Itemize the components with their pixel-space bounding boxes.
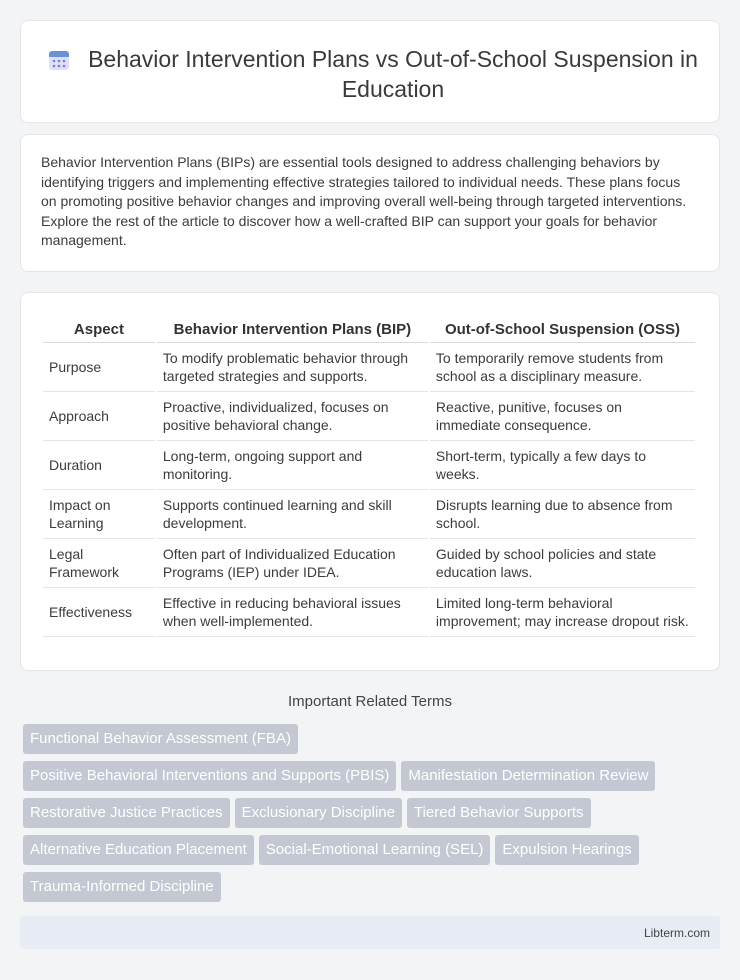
table-cell: Approach	[43, 392, 155, 441]
table-header-row	[43, 313, 695, 343]
table-cell: Limited long-term behavioral improvement; may increase dropout risk.	[430, 588, 695, 637]
table-cell: Effectiveness	[43, 588, 155, 637]
intro-card	[20, 134, 720, 272]
table-cell: Reactive, punitive, focuses on immediate consequence.	[430, 392, 695, 441]
table-row	[43, 392, 695, 441]
table-cell: Short-term, typically a few days to weeks.	[430, 441, 695, 490]
related-terms-title: Important Related Terms	[288, 693, 452, 710]
table-row	[43, 490, 695, 539]
table-cell: Impact on Learning	[43, 490, 155, 539]
table-cell: Purpose	[43, 343, 155, 392]
table-cell: Long-term, ongoing support and monitoring.	[157, 441, 428, 490]
related-term-tag[interactable]: Positive Behavioral Interventions and Supports (PBIS)	[23, 761, 396, 791]
related-term-tag[interactable]: Exclusionary Discipline	[235, 798, 402, 828]
related-term-tag[interactable]: Functional Behavior Assessment (FBA)	[23, 724, 298, 754]
related-term-tag[interactable]: Restorative Justice Practices	[23, 798, 230, 828]
column-header: Out-of-School Suspension (OSS)	[430, 313, 695, 343]
table-cell: Effective in reducing behavioral issues when well-implemented.	[157, 588, 428, 637]
intro-text: Behavior Intervention Plans (BIPs) are essential tools designed to address challenging behaviors by identifying triggers and implementing effective strategies tailored to individual needs. These plans focus on promoting positive behavior changes and improving overall well-being through targeted interventions. Explore the rest of the article to discover how a well-crafted BIP can support your goals for behavior management.	[41, 154, 687, 248]
table-cell: To modify problematic behavior through targeted strategies and supports.	[157, 343, 428, 392]
column-header: Behavior Intervention Plans (BIP)	[157, 313, 428, 343]
related-term-tag[interactable]: Trauma-Informed Discipline	[23, 872, 221, 902]
footer-site-link[interactable]: Libterm.com	[643, 926, 710, 940]
related-term-tag[interactable]: Social-Emotional Learning (SEL)	[259, 835, 491, 865]
related-term-tag[interactable]: Tiered Behavior Supports	[407, 798, 591, 828]
table-cell: Duration	[43, 441, 155, 490]
table-cell: Supports continued learning and skill development.	[157, 490, 428, 539]
table-cell: To temporarily remove students from school as a disciplinary measure.	[430, 343, 695, 392]
table-cell: Guided by school policies and state education laws.	[430, 539, 695, 588]
related-terms-list	[23, 724, 723, 909]
footer	[20, 916, 720, 949]
table-cell: Often part of Individualized Education Programs (IEP) under IDEA.	[157, 539, 428, 588]
table-row	[43, 441, 695, 490]
table-row	[43, 343, 695, 392]
table-cell: Disrupts learning due to absence from school.	[430, 490, 695, 539]
comparison-table-card	[20, 292, 720, 671]
table-row	[43, 539, 695, 588]
header-card	[20, 20, 720, 123]
table-cell: Legal Framework	[43, 539, 155, 588]
table-row	[43, 588, 695, 637]
related-term-tag[interactable]: Alternative Education Placement	[23, 835, 254, 865]
column-header: Aspect	[43, 313, 155, 343]
table-cell: Proactive, individualized, focuses on positive behavioral change.	[157, 392, 428, 441]
page-title: Behavior Intervention Plans vs Out-of-School Suspension in Education	[88, 46, 698, 102]
related-term-tag[interactable]: Manifestation Determination Review	[401, 761, 655, 791]
comparison-table	[41, 313, 697, 637]
related-term-tag[interactable]: Expulsion Hearings	[495, 835, 638, 865]
